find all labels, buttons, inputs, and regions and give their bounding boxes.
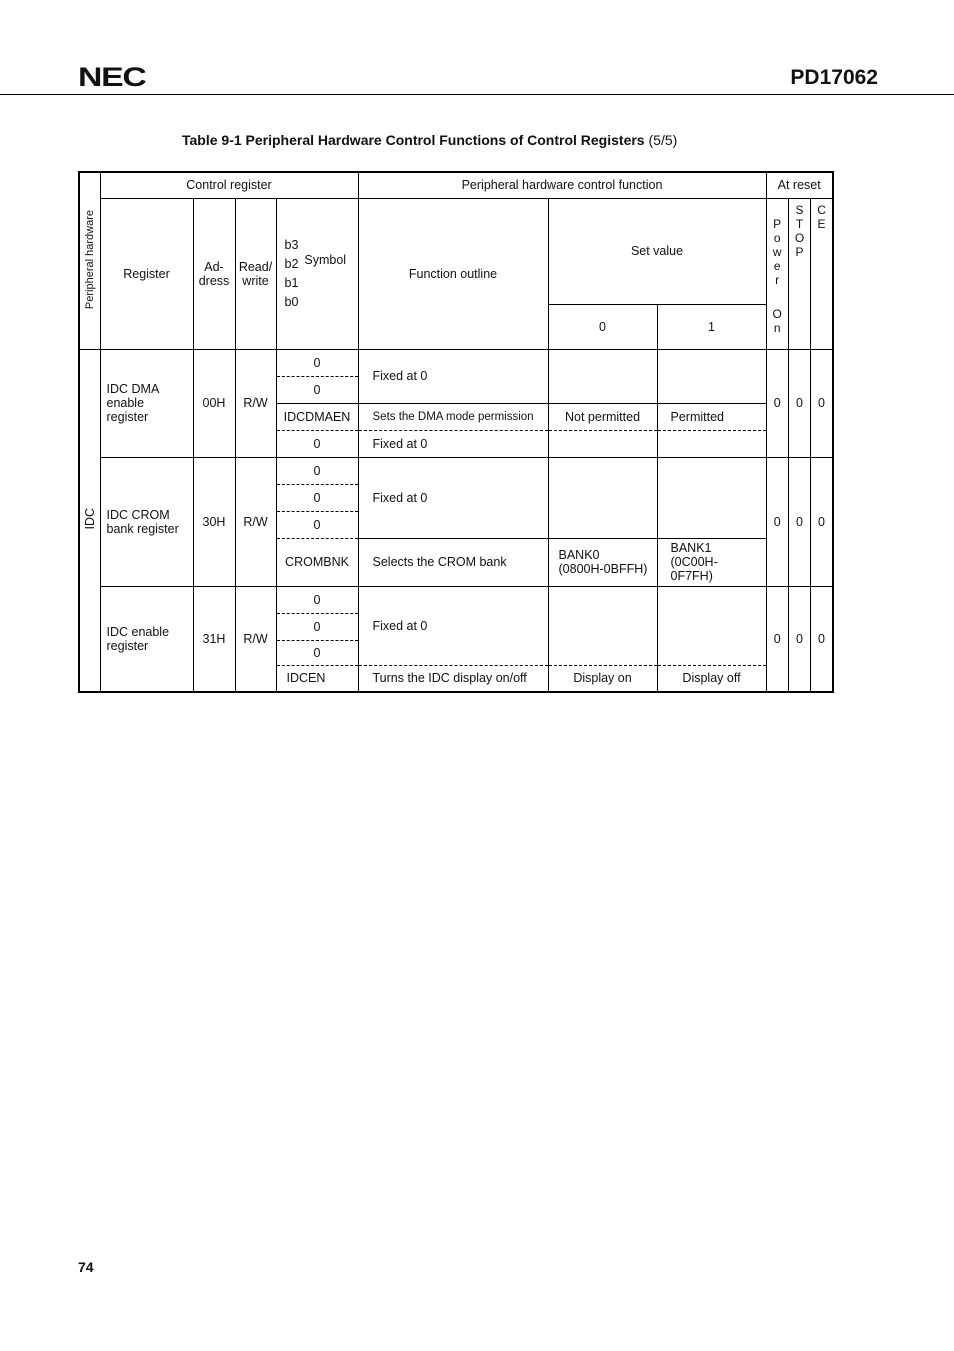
reset-stop: 0 (788, 457, 810, 586)
address-header: Ad- dress (193, 198, 235, 349)
nec-logo: NEC (78, 62, 146, 92)
register-rw: R/W (235, 349, 276, 457)
reset-power-on: 0 (766, 349, 788, 457)
caption-part: (5/5) (648, 132, 678, 148)
reset-power-on: 0 (766, 457, 788, 586)
bit-b2: 0 (276, 484, 358, 511)
bit-symbol-header: b3 b2 b1 b0 Symbol (276, 198, 358, 349)
function-outline: Selects the CROM bank (358, 538, 548, 586)
set-value-0-empty (548, 586, 657, 665)
set-value-0-header: 0 (548, 305, 657, 349)
set-value-0-empty (548, 349, 657, 403)
ce-header: C E (811, 198, 833, 349)
register-name: IDC CROM bank register (100, 457, 193, 586)
caption-title: Table 9-1 Peripheral Hardware Control Functions of Control Registers (182, 132, 645, 148)
set-value-1-empty (657, 586, 766, 665)
set-value-0-empty (548, 430, 657, 457)
set-value-1-header: 1 (657, 305, 766, 349)
peripheral-hardware-header: Peripheral hardware (79, 172, 100, 349)
register-header: Register (100, 198, 193, 349)
function-outline: Sets the DMA mode permission (358, 403, 548, 430)
function-fixed: Fixed at 0 (358, 586, 548, 665)
at-reset-header: At reset (766, 172, 833, 198)
power-on-header: P o w e r O n (766, 198, 788, 349)
register-name: IDC enable register (100, 586, 193, 692)
bit-b1: IDCDMAEN (276, 403, 358, 430)
bit-b3: 0 (276, 586, 358, 613)
register-name: IDC DMA enable register (100, 349, 193, 457)
page-number: 74 (78, 1259, 94, 1275)
function-fixed: Fixed at 0 (358, 430, 548, 457)
reset-ce: 0 (811, 457, 833, 586)
table-caption (182, 132, 677, 148)
bit-b1: 0 (276, 640, 358, 665)
register-address: 31H (193, 586, 235, 692)
bit-b2: 0 (276, 376, 358, 403)
control-register-header: Control register (100, 172, 358, 198)
register-address: 30H (193, 457, 235, 586)
reset-stop: 0 (788, 586, 810, 692)
reset-stop: 0 (788, 349, 810, 457)
set-value-0: Display on (548, 665, 657, 692)
bit-b1: 0 (276, 511, 358, 538)
set-value-1-empty (657, 430, 766, 457)
bit-b3: 0 (276, 457, 358, 484)
set-value-1-empty (657, 457, 766, 538)
set-value-1: Display off (657, 665, 766, 692)
set-value-0: Not permitted (548, 403, 657, 430)
function-outline-header: Function outline (358, 198, 548, 349)
register-rw: R/W (235, 586, 276, 692)
set-value-0-empty (548, 457, 657, 538)
reset-power-on: 0 (766, 586, 788, 692)
set-value-1: BANK1 (0C00H-0F7FH) (657, 538, 766, 586)
bit-b3: 0 (276, 349, 358, 376)
stop-header: S T O P (788, 198, 810, 349)
register-address: 00H (193, 349, 235, 457)
bit-b0: IDCEN (276, 665, 358, 692)
bit-b0: CROMBNK (276, 538, 358, 586)
set-value-1: Permitted (657, 403, 766, 430)
bit-b0: 0 (276, 430, 358, 457)
set-value-1-empty (657, 349, 766, 403)
function-fixed: Fixed at 0 (358, 457, 548, 538)
read-write-header: Read/ write (235, 198, 276, 349)
reset-ce: 0 (811, 586, 833, 692)
set-value-header: Set value (548, 198, 766, 305)
reset-ce: 0 (811, 349, 833, 457)
control-register-table (78, 171, 834, 693)
register-rw: R/W (235, 457, 276, 586)
peripheral-function-header: Peripheral hardware control function (358, 172, 766, 198)
function-outline: Turns the IDC display on/off (358, 665, 548, 692)
part-number: PD17062 (790, 66, 878, 89)
function-fixed: Fixed at 0 (358, 349, 548, 403)
set-value-0: BANK0 (0800H-0BFFH) (548, 538, 657, 586)
bit-b2: 0 (276, 613, 358, 640)
peripheral-group-idc: IDC (79, 349, 100, 692)
header-rule (0, 94, 954, 95)
